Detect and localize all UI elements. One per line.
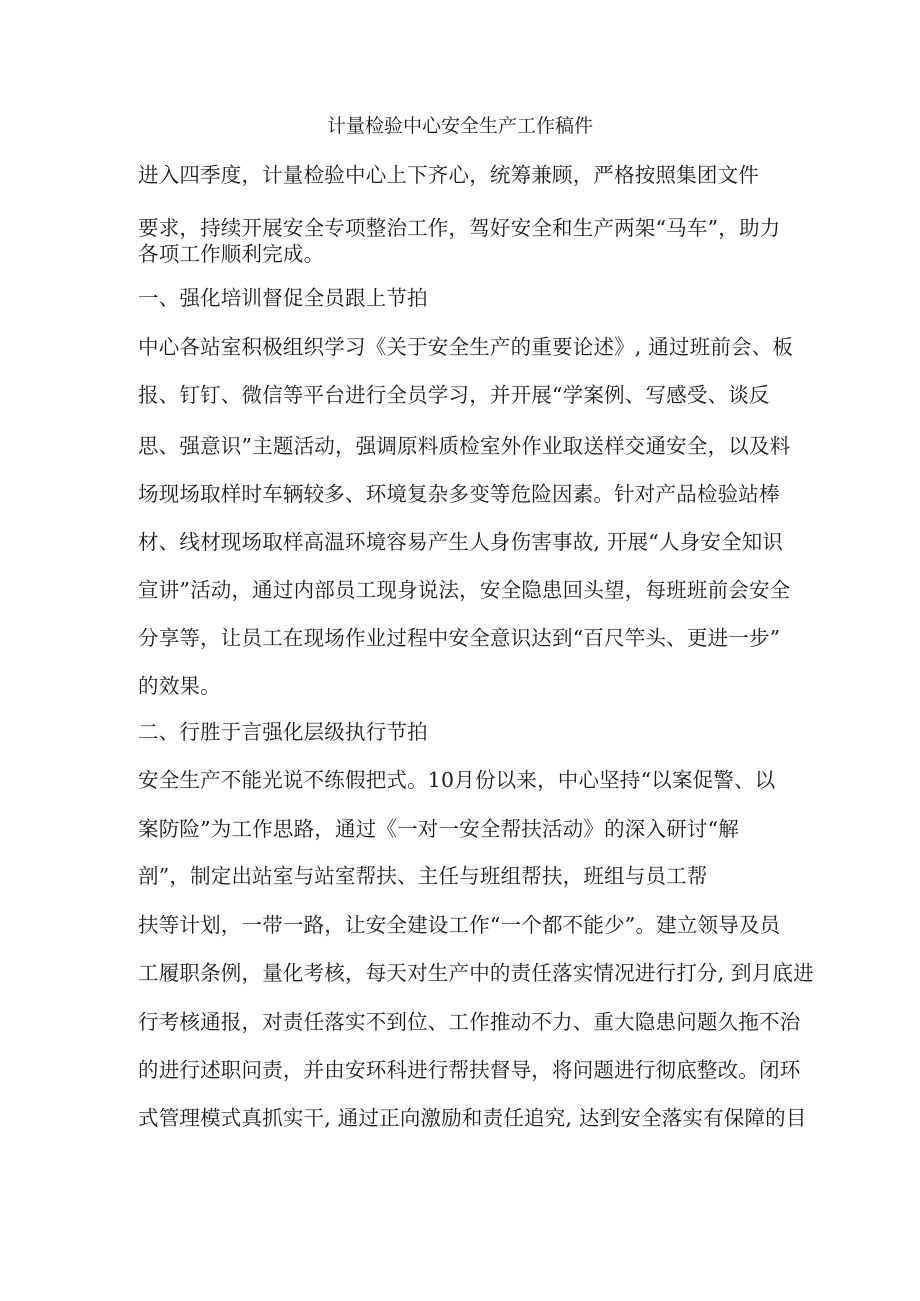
section-heading: 二、行胜于言强化层级执行节拍 — [138, 720, 428, 744]
paragraph-line: 的进行述职问责，并由安环科进行帮扶督导，将问题进行彻底整改。闭环 — [138, 1058, 801, 1082]
paragraph-line: 中心各站室积极组织学习《关于安全生产的重要论述》, 通过班前会、板 — [138, 335, 794, 359]
paragraph-line: 思、强意识”主题活动，强调原料质检室外作业取送样交通安全，以及料 — [138, 434, 791, 458]
paragraph-line: 进入四季度，计量检验中心上下齐心，统筹兼顾，严格按照集团文件 — [138, 163, 759, 187]
paragraph-line: 的效果。 — [138, 674, 221, 698]
paragraph-line: 各项工作顺利完成。 — [138, 242, 325, 266]
paragraph-line: 工履职条例，量化考核，每天对生产中的责任落实情况进行打分, 到月底进 — [138, 961, 814, 985]
paragraph-line: 要求，持续开展安全专项整治工作，驾好安全和生产两架“马车”，助力 — [138, 216, 781, 240]
paragraph-line: 式管理模式真抓实干, 通过正向激励和责任追究, 达到安全落实有保障的目 — [138, 1106, 807, 1130]
paragraph-line: 剖”，制定出站室与站室帮扶、主任与班组帮扶，班组与员工帮 — [138, 864, 708, 888]
paragraph-line: 行考核通报，对责任落实不到位、工作推动不力、重大隐患问题久拖不治 — [138, 1010, 801, 1034]
paragraph-line: 报、钉钉、微信等平台进行全员学习，并开展“学案例、写感受、谈反 — [138, 383, 770, 407]
paragraph-line: 材、线材现场取样高温环境容易产生人身伤害事故, 开展“人身安全知识 — [138, 530, 784, 554]
paragraph-line: 案防险”为工作思路，通过《一对一安全帮扶活动》的深入研讨“解 — [138, 817, 739, 841]
paragraph-line: 宣讲”活动，通过内部员工现身说法，安全隐患回头望，每班班前会安全 — [138, 578, 791, 602]
paragraph-line: 安全生产不能光说不练假把式。10月份以来，中心坚持“以案促警、以 — [138, 768, 776, 792]
paragraph-line: 扶等计划，一带一路，让安全建设工作“一个都不能少”。建立领导及员 — [138, 913, 781, 937]
section-heading: 一、强化培训督促全员跟上节拍 — [138, 286, 428, 310]
paragraph-line: 场现场取样时车辆较多、环境复杂多变等危险因素。针对产品检验站棒 — [138, 482, 780, 506]
document-title: 计量检验中心安全生产工作稿件 — [326, 115, 593, 137]
paragraph-line: 分享等，让员工在现场作业过程中安全意识达到“百尺竿头、更进一步” — [138, 626, 781, 650]
